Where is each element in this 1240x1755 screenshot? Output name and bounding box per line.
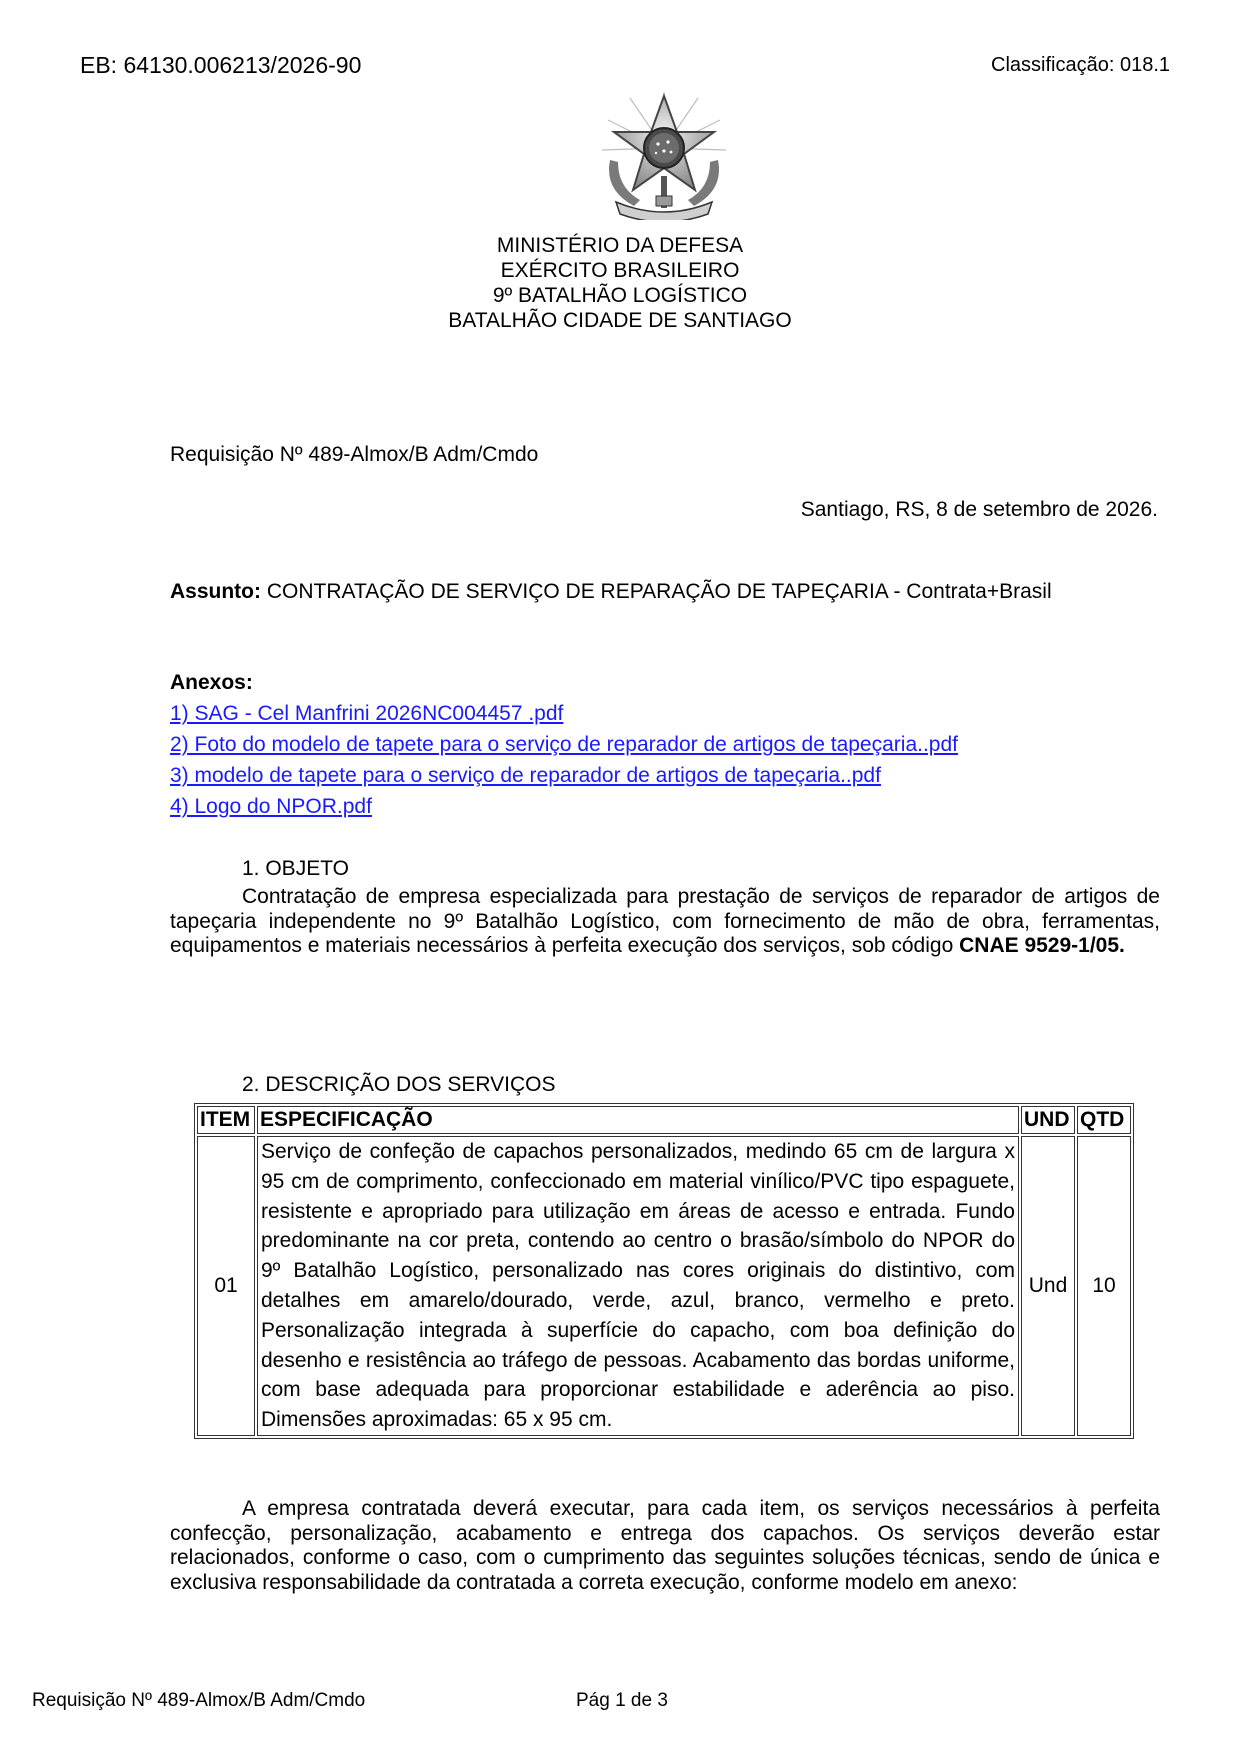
section-1-text — [170, 885, 1160, 959]
section-1-body: Contratação de empresa especializada para prestação de serviços de reparador de artigos de tapeçaria independente no 9º Batalhão Logístico, com fornecimento de mão de obra, ferramentas, equipamentos e materiais necessários à perfeita execução dos serviços, sob código — [170, 885, 1160, 957]
col-qtd-header: QTD — [1077, 1106, 1131, 1134]
subject — [170, 580, 1052, 604]
section-2-title: 2. DESCRIÇÃO DOS SERVIÇOS — [242, 1073, 556, 1096]
spec-cell: Serviço de confeção de capachos personalizados, medindo 65 cm de largura x 95 cm de comprimento, confeccionado em material vinílico/PVC tipo espaguete, resistente e apropriado para utilização em áreas de acesso e entrada. Fundo predominante na cor preta, contendo ao centro o brasão/símbolo do NPOR do 9º Batalhão Logístico, personalizado nas cores originais do distintivo, com detalhes em amarelo/dourado, verde, azul, branco, vermelho e preto. Personalização integrada à superfície do capacho, com boa definição do desenho e resistência ao tráfego de pessoas. Acabamento das bordas uniforme, com base adequada para proporcionar estabilidade e aderência ao piso. Dimensões aproximadas: 65 x 95 cm. — [257, 1136, 1019, 1436]
attachment-link-4[interactable]: 4) Logo do NPOR.pdf — [170, 795, 372, 818]
org-line-battalion-name: BATALHÃO CIDADE DE SANTIAGO — [448, 309, 792, 332]
protocol-number: EB: 64130.006213/2026-90 — [80, 52, 362, 78]
attachments-title: Anexos: — [170, 671, 253, 694]
attachment-link-1[interactable]: 1) SAG - Cel Manfrini 2026NC004457 .pdf — [170, 702, 564, 725]
item-cell: 01 — [197, 1136, 255, 1436]
attachment-link-3[interactable]: 3) modelo de tapete para o serviço de reparador de artigos de tapeçaria..pdf — [170, 764, 881, 787]
organization-header — [0, 233, 1240, 333]
org-line-army: EXÉRCITO BRASILEIRO — [500, 259, 740, 282]
attachments — [170, 667, 958, 822]
execution-paragraph — [170, 1497, 1160, 1595]
footer-requisition: Requisição Nº 489-Almox/B Adm/Cmdo — [32, 1690, 366, 1711]
attachment-link-2[interactable]: 2) Foto do modelo de tapete para o serviço de reparador de artigos de tapeçaria..pdf — [170, 733, 958, 756]
und-cell: Und — [1021, 1136, 1075, 1436]
section-1-title: 1. OBJETO — [242, 857, 349, 880]
brazil-coat-of-arms-icon — [590, 90, 738, 220]
table-row — [197, 1136, 1131, 1436]
table-header-row — [197, 1106, 1131, 1134]
col-und-header: UND — [1021, 1106, 1075, 1134]
col-item-header: ITEM — [197, 1106, 255, 1134]
requisition-number: Requisição Nº 489-Almox/B Adm/Cmdo — [170, 443, 539, 466]
classification: Classificação: 018.1 — [991, 54, 1170, 76]
qtd-cell: 10 — [1077, 1136, 1131, 1436]
execution-text: A empresa contratada deverá executar, para cada item, os serviços necessários à perfeita confecção, personalização, acabamento e entrega dos capachos. Os serviços deverão estar relacionados, conforme o caso, com o cumprimento das seguintes soluções técnicas, sendo de única e exclusiva responsabilidade da contratada a correta execução, conforme modelo em anexo: — [170, 1497, 1160, 1594]
cnae-code: CNAE 9529-1/05. — [959, 934, 1125, 957]
services-table — [194, 1103, 1134, 1439]
col-spec-header: ESPECIFICAÇÃO — [257, 1106, 1019, 1134]
subject-text: CONTRATAÇÃO DE SERVIÇO DE REPARAÇÃO DE TAPEÇARIA - Contrata+Brasil — [266, 580, 1052, 603]
org-line-ministry: MINISTÉRIO DA DEFESA — [496, 234, 744, 257]
org-line-battalion: 9º BATALHÃO LOGÍSTICO — [492, 284, 748, 307]
place-date: Santiago, RS, 8 de setembro de 2026. — [800, 498, 1158, 521]
subject-label: Assunto: — [170, 580, 261, 603]
footer-page-number: Pág 1 de 3 — [576, 1690, 668, 1711]
